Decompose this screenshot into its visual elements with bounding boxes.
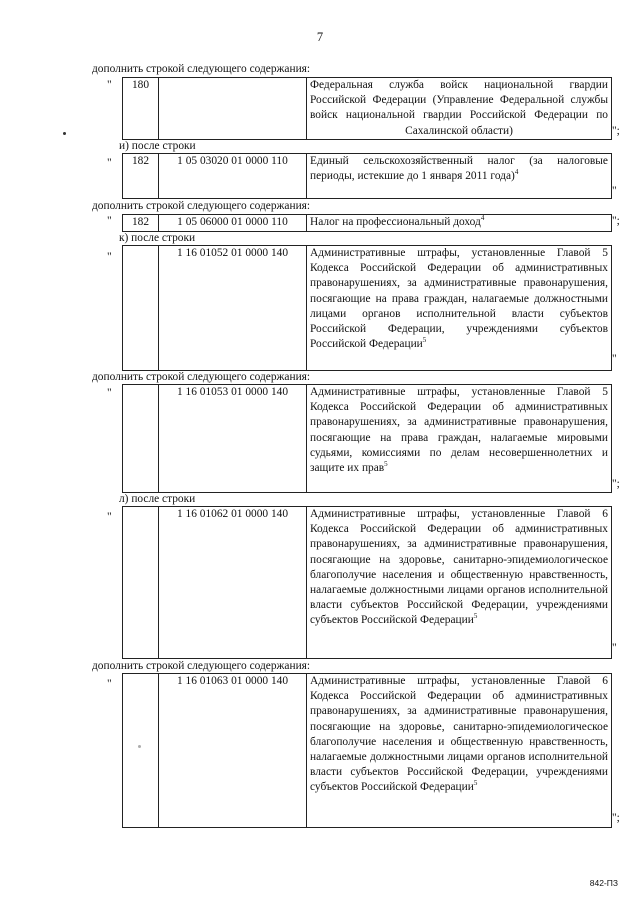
admin-code-cell	[123, 246, 159, 371]
opening-quote: "	[107, 511, 112, 523]
description-cell	[307, 78, 612, 140]
opening-quote: "	[107, 251, 112, 263]
footnote-mark: 5	[384, 460, 388, 469]
table-row	[122, 673, 612, 828]
section-intro: дополнить строкой следующего содержания:	[92, 200, 311, 212]
section-intro: к) после строки	[119, 232, 196, 244]
description-cell	[307, 154, 612, 199]
description-text: Федеральная служба войск национальной гвардии Российской Федерации (Управление Федеральной службы войск национальной гвардии Российской Федерации по Сахалинской области)	[310, 79, 608, 137]
table-row	[122, 214, 612, 232]
section-intro: и) после строки	[119, 140, 196, 152]
opening-quote: "	[107, 215, 112, 227]
section-intro: дополнить строкой следующего содержания:	[92, 660, 311, 672]
description-text: Административные штрафы, установленные Главой 6 Кодекса Российской Федерации об административных правонарушениях, за административные правонарушения, посягающие на здоровье, санитарно-эпидемиологическое благополучие населения и общественную нравственность, налагаемые должностными лицами органов исполнительной власти субъектов Российской Федерации, учреждениями субъектов Российской Федерации	[310, 675, 608, 794]
kbk-code-cell: 1 05 06000 01 0000 110	[159, 215, 307, 232]
opening-quote: "	[107, 157, 112, 169]
description-cell	[307, 674, 612, 828]
kbk-code-cell	[159, 78, 307, 140]
description-text: Административные штрафы, установленные Главой 5 Кодекса Российской Федерации об административных правонарушениях, за административные правонарушения, посягающие на права граждан, налагаемые мировыми судьями, комиссиями по делам несовершеннолетних и защите их прав	[310, 386, 608, 475]
table-row	[122, 153, 612, 199]
closing-quote: ";	[612, 812, 620, 824]
footnote-mark: 4	[480, 214, 485, 223]
closing-quote: ";	[612, 478, 620, 490]
closing-quote: ";	[612, 125, 620, 137]
description-text: Единый сельскохозяйственный налог (за налоговые периоды, истекшие до 1 января 2011 года)	[310, 155, 608, 183]
description-cell	[307, 507, 612, 659]
admin-code-cell: 182	[123, 215, 159, 232]
kbk-code-cell: 1 16 01052 01 0000 140	[159, 246, 307, 371]
opening-quote: "	[107, 678, 112, 690]
kbk-code-cell: 1 16 01063 01 0000 140	[159, 674, 307, 828]
footnote-mark: 5	[473, 612, 478, 621]
description-cell	[307, 246, 612, 371]
opening-quote: "	[107, 79, 112, 91]
admin-code-cell	[123, 507, 159, 659]
closing-quote: "	[612, 185, 617, 197]
admin-code-cell	[123, 674, 159, 828]
description-text: Налог на профессиональный доход	[310, 216, 481, 228]
page-number: 7	[316, 30, 324, 44]
table-row	[122, 506, 612, 659]
kbk-code-cell: 1 05 03020 01 0000 110	[159, 154, 307, 199]
scan-speck	[138, 745, 141, 748]
description-cell	[307, 215, 612, 232]
footnote-mark: 5	[422, 336, 427, 345]
admin-code-cell: 180	[123, 78, 159, 140]
opening-quote: "	[107, 387, 112, 399]
admin-code-cell: 182	[123, 154, 159, 199]
table-row	[122, 384, 612, 493]
section-intro: л) после строки	[119, 493, 196, 505]
closing-quote: "	[612, 353, 617, 365]
kbk-code-cell: 1 16 01053 01 0000 140	[159, 385, 307, 493]
admin-code-cell	[123, 385, 159, 493]
table-row	[122, 77, 612, 140]
closing-quote: "	[612, 642, 617, 654]
footnote-mark: 4	[514, 168, 519, 177]
document-code: 842-ПЗ	[589, 878, 618, 888]
section-intro: дополнить строкой следующего содержания:	[92, 63, 311, 75]
description-cell	[307, 385, 612, 493]
description-text: Административные штрафы, установленные Главой 6 Кодекса Российской Федерации об административных правонарушениях, за административные правонарушения, посягающие на здоровье, санитарно-эпидемиологическое благополучие населения и общественную нравственность, налагаемые должностными лицами органов исполнительной власти субъектов Российской Федерации, учреждениями субъектов Российской Федерации	[310, 508, 608, 627]
kbk-code-cell: 1 16 01062 01 0000 140	[159, 507, 307, 659]
description-text: Административные штрафы, установленные Главой 5 Кодекса Российской Федерации об административных правонарушениях, за административные правонарушения, посягающие на права граждан, налагаемые должностными лицами органов исполнительной власти субъектов Российской Федерации, учреждениями субъектов Российской Федерации	[310, 247, 608, 351]
scan-speck	[63, 132, 66, 135]
closing-quote: ";	[612, 215, 620, 227]
footnote-mark: 5	[473, 779, 478, 788]
table-row	[122, 245, 612, 371]
section-intro: дополнить строкой следующего содержания:	[92, 371, 311, 383]
